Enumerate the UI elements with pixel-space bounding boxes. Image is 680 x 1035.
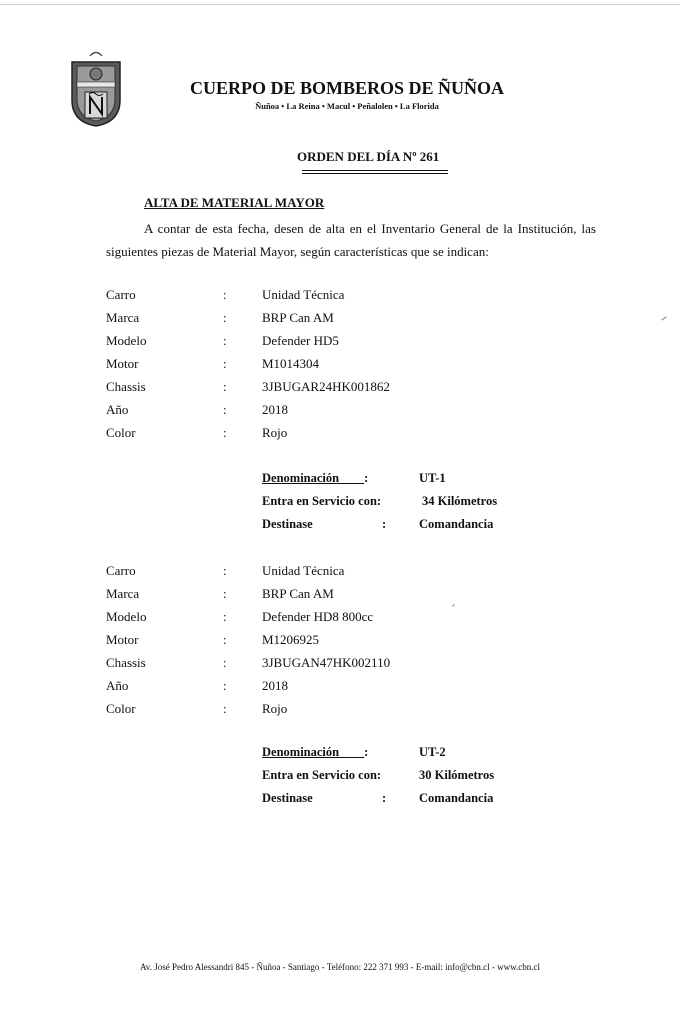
order-title-underline: [302, 170, 448, 171]
designation-value: UT-1: [419, 471, 446, 485]
spec-label: Chassis: [106, 655, 146, 670]
page-top-edge: [0, 4, 680, 5]
spec-label: Año: [106, 678, 129, 693]
destination-colon: :: [382, 517, 387, 531]
designation-value: UT-2: [419, 745, 446, 759]
spec-value: 2018: [262, 402, 288, 417]
spec-value: Rojo: [262, 701, 288, 716]
organization-title: CUERPO DE BOMBEROS DE ÑUÑOA: [189, 78, 505, 98]
order-title-underline: [302, 173, 448, 174]
spec-value: Defender HD5: [262, 333, 339, 348]
footer-address: Av. José Pedro Alessandri 845 - Ñuñoa - Santiago - Teléfono: 222 371 993 - E-mail: info@cbn.cl - www.cbn.cl: [139, 962, 541, 972]
spec-colon: :: [223, 609, 227, 624]
spec-colon: :: [223, 632, 227, 647]
intro-paragraph: A contar de esta fecha, desen de alta en el Inventario General de la Institución, las siguientes piezas de Material Mayor, según características que se indican:: [106, 221, 596, 259]
spec-label: Carro: [106, 563, 136, 578]
spec-label: Modelo: [106, 333, 147, 348]
spec-label: Chassis: [106, 379, 146, 394]
spec-colon: :: [223, 402, 227, 417]
spec-colon: :: [223, 701, 227, 716]
scan-speck: [452, 604, 455, 607]
destination-value: Comandancia: [419, 517, 494, 531]
spec-value: Unidad Técnica: [262, 287, 345, 302]
spec-label: Color: [106, 701, 136, 716]
spec-label: Marca: [106, 310, 140, 325]
spec-value: Unidad Técnica: [262, 563, 345, 578]
spec-colon: :: [223, 655, 227, 670]
spec-value: M1206925: [262, 632, 320, 647]
spec-value: Defender HD8 800cc: [262, 609, 374, 624]
section-title: ALTA DE MATERIAL MAYOR: [144, 195, 325, 210]
spec-value: BRP Can AM: [262, 310, 334, 325]
scan-speck: [661, 316, 666, 320]
spec-label: Motor: [106, 632, 139, 647]
spec-value: 3JBUGAR24HK001862: [262, 379, 390, 394]
spec-colon: :: [223, 425, 227, 440]
spec-label: Modelo: [106, 609, 147, 624]
spec-value: Rojo: [262, 425, 288, 440]
spec-label: Año: [106, 402, 129, 417]
spec-colon: :: [223, 563, 227, 578]
service-value: 34 Kilómetros: [422, 494, 498, 508]
spec-colon: :: [223, 678, 227, 693]
service-label: Entra en Servicio con:: [262, 768, 382, 782]
spec-colon: :: [223, 379, 227, 394]
destination-label: Destinase: [262, 791, 313, 805]
spec-colon: :: [223, 333, 227, 348]
designation-label: Denominación :: [262, 471, 369, 485]
spec-value: 3JBUGAN47HK002110: [262, 655, 391, 670]
spec-value: M1014304: [262, 356, 320, 371]
designation-label: Denominación :: [262, 745, 369, 759]
spec-value: 2018: [262, 678, 288, 693]
spec-label: Color: [106, 425, 136, 440]
spec-label: Motor: [106, 356, 139, 371]
service-value: 30 Kilómetros: [419, 768, 495, 782]
spec-label: Carro: [106, 287, 136, 302]
spec-colon: :: [223, 310, 227, 325]
destination-colon: :: [382, 791, 387, 805]
service-label: Entra en Servicio con:: [262, 494, 382, 508]
destination-value: Comandancia: [419, 791, 494, 805]
organization-communes: Ñuñoa • La Reina • Macul • Peñalolen • La Florida: [255, 101, 439, 111]
order-title: ORDEN DEL DÍA Nº 261: [297, 149, 440, 164]
spec-label: Marca: [106, 586, 140, 601]
destination-label: Destinase: [262, 517, 313, 531]
spec-colon: :: [223, 287, 227, 302]
spec-colon: :: [223, 356, 227, 371]
spec-value: BRP Can AM: [262, 586, 334, 601]
spec-colon: :: [223, 586, 227, 601]
